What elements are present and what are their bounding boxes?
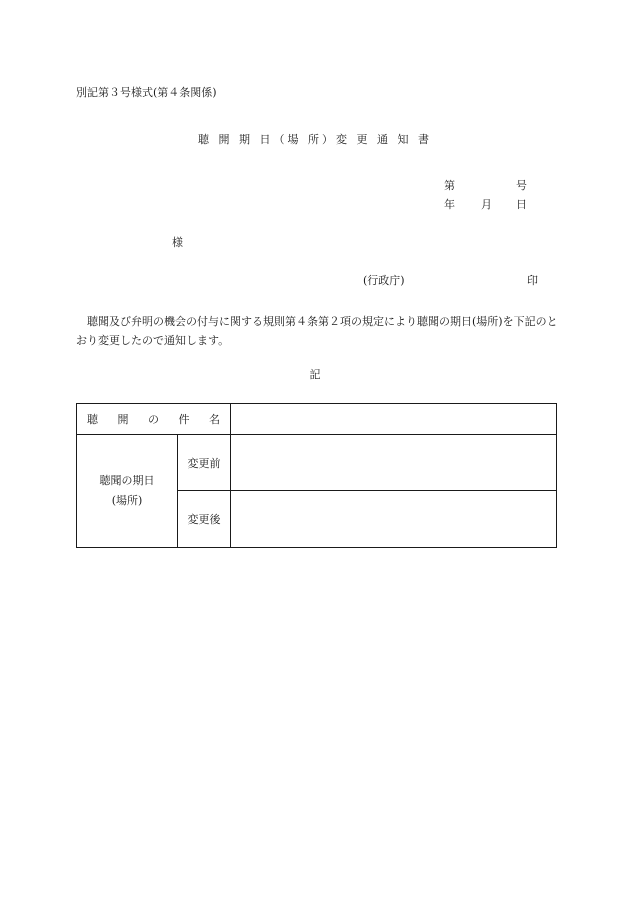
date-place-label-line1: 聴聞の期日 [99,474,155,487]
date-year-label: 年 [444,198,455,211]
body-paragraph: 聴聞及び弁明の機会の付与に関する規則第４条第２項の規定により聴聞の期日(場所)を下記のとおり変更したので通知します。 [76,315,558,347]
details-table [76,403,557,548]
case-name-value [231,404,557,435]
form-reference: 別記第３号様式(第４条関係) [76,86,217,99]
document-number-suffix: 号 [516,179,527,192]
date-day-label: 日 [516,198,527,211]
date-place-label [77,435,178,548]
addressee-honorific: 様 [172,236,183,249]
document-title-text: 聴 開 期 日（場 所）変 更 通 知 書 [198,133,432,146]
after-label: 変更後 [178,491,231,548]
case-name-label: 聴 開 の 件 名 [77,404,231,435]
table-row-case-name [77,404,557,435]
document-title [0,133,630,147]
before-label: 変更前 [178,435,231,491]
date-month-label: 月 [481,198,492,211]
issuing-agency: (行政庁) [363,274,405,287]
document-number-prefix: 第 [444,179,455,192]
ki-heading: 記 [309,368,321,381]
date-place-label-line2: (場所) [111,494,143,507]
seal-mark: 印 [527,274,538,287]
table-row-before [77,435,557,491]
after-value [231,491,557,548]
before-value [231,435,557,491]
